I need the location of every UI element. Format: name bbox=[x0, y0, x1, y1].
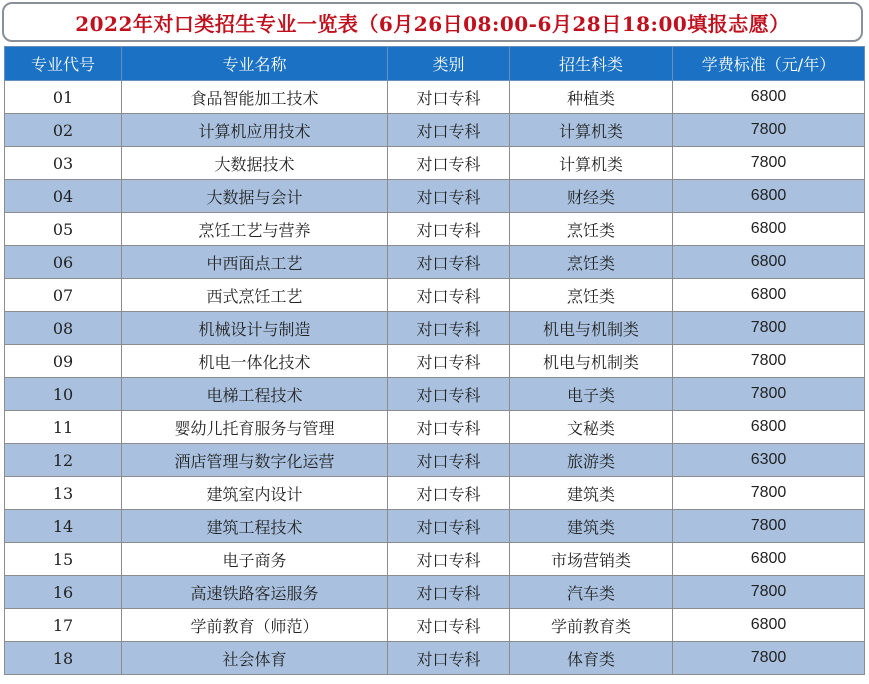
cell-major-code: 10 bbox=[5, 378, 122, 411]
cell-major-name: 大数据技术 bbox=[122, 147, 388, 180]
cell-category: 对口专科 bbox=[388, 345, 510, 378]
cell-major-code: 07 bbox=[5, 279, 122, 312]
cell-tuition: 6800 bbox=[673, 279, 865, 312]
table-body bbox=[5, 81, 865, 675]
page-title: 2022年对口类招生专业一览表（6月26日08:00-6月28日18:00填报志愿） bbox=[75, 11, 790, 36]
cell-tuition: 6800 bbox=[673, 81, 865, 114]
cell-major-code: 12 bbox=[5, 444, 122, 477]
cell-tuition: 7800 bbox=[673, 642, 865, 675]
cell-category: 对口专科 bbox=[388, 180, 510, 213]
cell-major-code: 06 bbox=[5, 246, 122, 279]
cell-category: 对口专科 bbox=[388, 510, 510, 543]
cell-major-code: 13 bbox=[5, 477, 122, 510]
cell-tuition: 6800 bbox=[673, 213, 865, 246]
title-banner bbox=[2, 2, 863, 42]
cell-tuition: 7800 bbox=[673, 147, 865, 180]
cell-category: 对口专科 bbox=[388, 81, 510, 114]
cell-major-name: 机电一体化技术 bbox=[122, 345, 388, 378]
cell-subject-class: 种植类 bbox=[510, 81, 673, 114]
cell-category: 对口专科 bbox=[388, 279, 510, 312]
table-row bbox=[5, 312, 865, 345]
cell-tuition: 7800 bbox=[673, 114, 865, 147]
cell-major-code: 01 bbox=[5, 81, 122, 114]
cell-major-code: 05 bbox=[5, 213, 122, 246]
table-row bbox=[5, 642, 865, 675]
cell-major-name: 电梯工程技术 bbox=[122, 378, 388, 411]
table-row bbox=[5, 345, 865, 378]
cell-tuition: 6800 bbox=[673, 246, 865, 279]
cell-major-name: 酒店管理与数字化运营 bbox=[122, 444, 388, 477]
cell-subject-class: 建筑类 bbox=[510, 510, 673, 543]
cell-subject-class: 机电与机制类 bbox=[510, 345, 673, 378]
table-row bbox=[5, 378, 865, 411]
cell-major-code: 08 bbox=[5, 312, 122, 345]
cell-subject-class: 机电与机制类 bbox=[510, 312, 673, 345]
cell-category: 对口专科 bbox=[388, 642, 510, 675]
cell-major-name: 食品智能加工技术 bbox=[122, 81, 388, 114]
cell-subject-class: 财经类 bbox=[510, 180, 673, 213]
cell-subject-class: 建筑类 bbox=[510, 477, 673, 510]
cell-subject-class: 旅游类 bbox=[510, 444, 673, 477]
table-row bbox=[5, 114, 865, 147]
table-row bbox=[5, 510, 865, 543]
cell-subject-class: 计算机类 bbox=[510, 114, 673, 147]
cell-subject-class: 市场营销类 bbox=[510, 543, 673, 576]
cell-major-name: 烹饪工艺与营养 bbox=[122, 213, 388, 246]
cell-category: 对口专科 bbox=[388, 609, 510, 642]
cell-category: 对口专科 bbox=[388, 543, 510, 576]
cell-major-code: 15 bbox=[5, 543, 122, 576]
cell-major-name: 机械设计与制造 bbox=[122, 312, 388, 345]
cell-subject-class: 体育类 bbox=[510, 642, 673, 675]
cell-major-code: 14 bbox=[5, 510, 122, 543]
cell-major-name: 大数据与会计 bbox=[122, 180, 388, 213]
cell-tuition: 7800 bbox=[673, 576, 865, 609]
cell-major-name: 电子商务 bbox=[122, 543, 388, 576]
cell-tuition: 6800 bbox=[673, 411, 865, 444]
cell-tuition: 6800 bbox=[673, 543, 865, 576]
cell-tuition: 7800 bbox=[673, 477, 865, 510]
cell-major-name: 中西面点工艺 bbox=[122, 246, 388, 279]
cell-category: 对口专科 bbox=[388, 312, 510, 345]
table-row bbox=[5, 246, 865, 279]
table-row bbox=[5, 180, 865, 213]
cell-tuition: 7800 bbox=[673, 378, 865, 411]
header-major-code: 专业代号 bbox=[5, 47, 122, 81]
cell-subject-class: 电子类 bbox=[510, 378, 673, 411]
cell-category: 对口专科 bbox=[388, 246, 510, 279]
header-category: 类别 bbox=[388, 47, 510, 81]
header-major-name: 专业名称 bbox=[122, 47, 388, 81]
cell-major-code: 02 bbox=[5, 114, 122, 147]
header-tuition: 学费标准（元/年） bbox=[673, 47, 865, 81]
cell-tuition: 7800 bbox=[673, 510, 865, 543]
cell-subject-class: 文秘类 bbox=[510, 411, 673, 444]
cell-major-code: 09 bbox=[5, 345, 122, 378]
cell-major-name: 建筑工程技术 bbox=[122, 510, 388, 543]
cell-category: 对口专科 bbox=[388, 576, 510, 609]
cell-category: 对口专科 bbox=[388, 411, 510, 444]
majors-table bbox=[4, 46, 865, 675]
cell-subject-class: 汽车类 bbox=[510, 576, 673, 609]
cell-category: 对口专科 bbox=[388, 378, 510, 411]
cell-category: 对口专科 bbox=[388, 213, 510, 246]
table-header-row bbox=[5, 47, 865, 81]
cell-tuition: 6300 bbox=[673, 444, 865, 477]
table-row bbox=[5, 147, 865, 180]
cell-major-name: 社会体育 bbox=[122, 642, 388, 675]
cell-tuition: 6800 bbox=[673, 609, 865, 642]
cell-major-code: 16 bbox=[5, 576, 122, 609]
table-row bbox=[5, 477, 865, 510]
cell-tuition: 6800 bbox=[673, 180, 865, 213]
table-row bbox=[5, 213, 865, 246]
table-row bbox=[5, 609, 865, 642]
cell-major-code: 18 bbox=[5, 642, 122, 675]
table-row bbox=[5, 81, 865, 114]
cell-subject-class: 烹饪类 bbox=[510, 246, 673, 279]
cell-major-name: 学前教育（师范） bbox=[122, 609, 388, 642]
cell-subject-class: 计算机类 bbox=[510, 147, 673, 180]
cell-major-name: 高速铁路客运服务 bbox=[122, 576, 388, 609]
header-subject-class: 招生科类 bbox=[510, 47, 673, 81]
table-row bbox=[5, 543, 865, 576]
cell-category: 对口专科 bbox=[388, 477, 510, 510]
cell-major-code: 03 bbox=[5, 147, 122, 180]
cell-major-name: 婴幼儿托育服务与管理 bbox=[122, 411, 388, 444]
cell-major-code: 17 bbox=[5, 609, 122, 642]
cell-major-name: 计算机应用技术 bbox=[122, 114, 388, 147]
cell-tuition: 7800 bbox=[673, 312, 865, 345]
cell-subject-class: 烹饪类 bbox=[510, 213, 673, 246]
cell-category: 对口专科 bbox=[388, 114, 510, 147]
cell-category: 对口专科 bbox=[388, 147, 510, 180]
table-row bbox=[5, 444, 865, 477]
cell-tuition: 7800 bbox=[673, 345, 865, 378]
cell-subject-class: 学前教育类 bbox=[510, 609, 673, 642]
table-row bbox=[5, 411, 865, 444]
cell-category: 对口专科 bbox=[388, 444, 510, 477]
cell-subject-class: 烹饪类 bbox=[510, 279, 673, 312]
table-row bbox=[5, 279, 865, 312]
cell-major-name: 建筑室内设计 bbox=[122, 477, 388, 510]
cell-major-name: 西式烹饪工艺 bbox=[122, 279, 388, 312]
cell-major-code: 11 bbox=[5, 411, 122, 444]
cell-major-code: 04 bbox=[5, 180, 122, 213]
table-row bbox=[5, 576, 865, 609]
